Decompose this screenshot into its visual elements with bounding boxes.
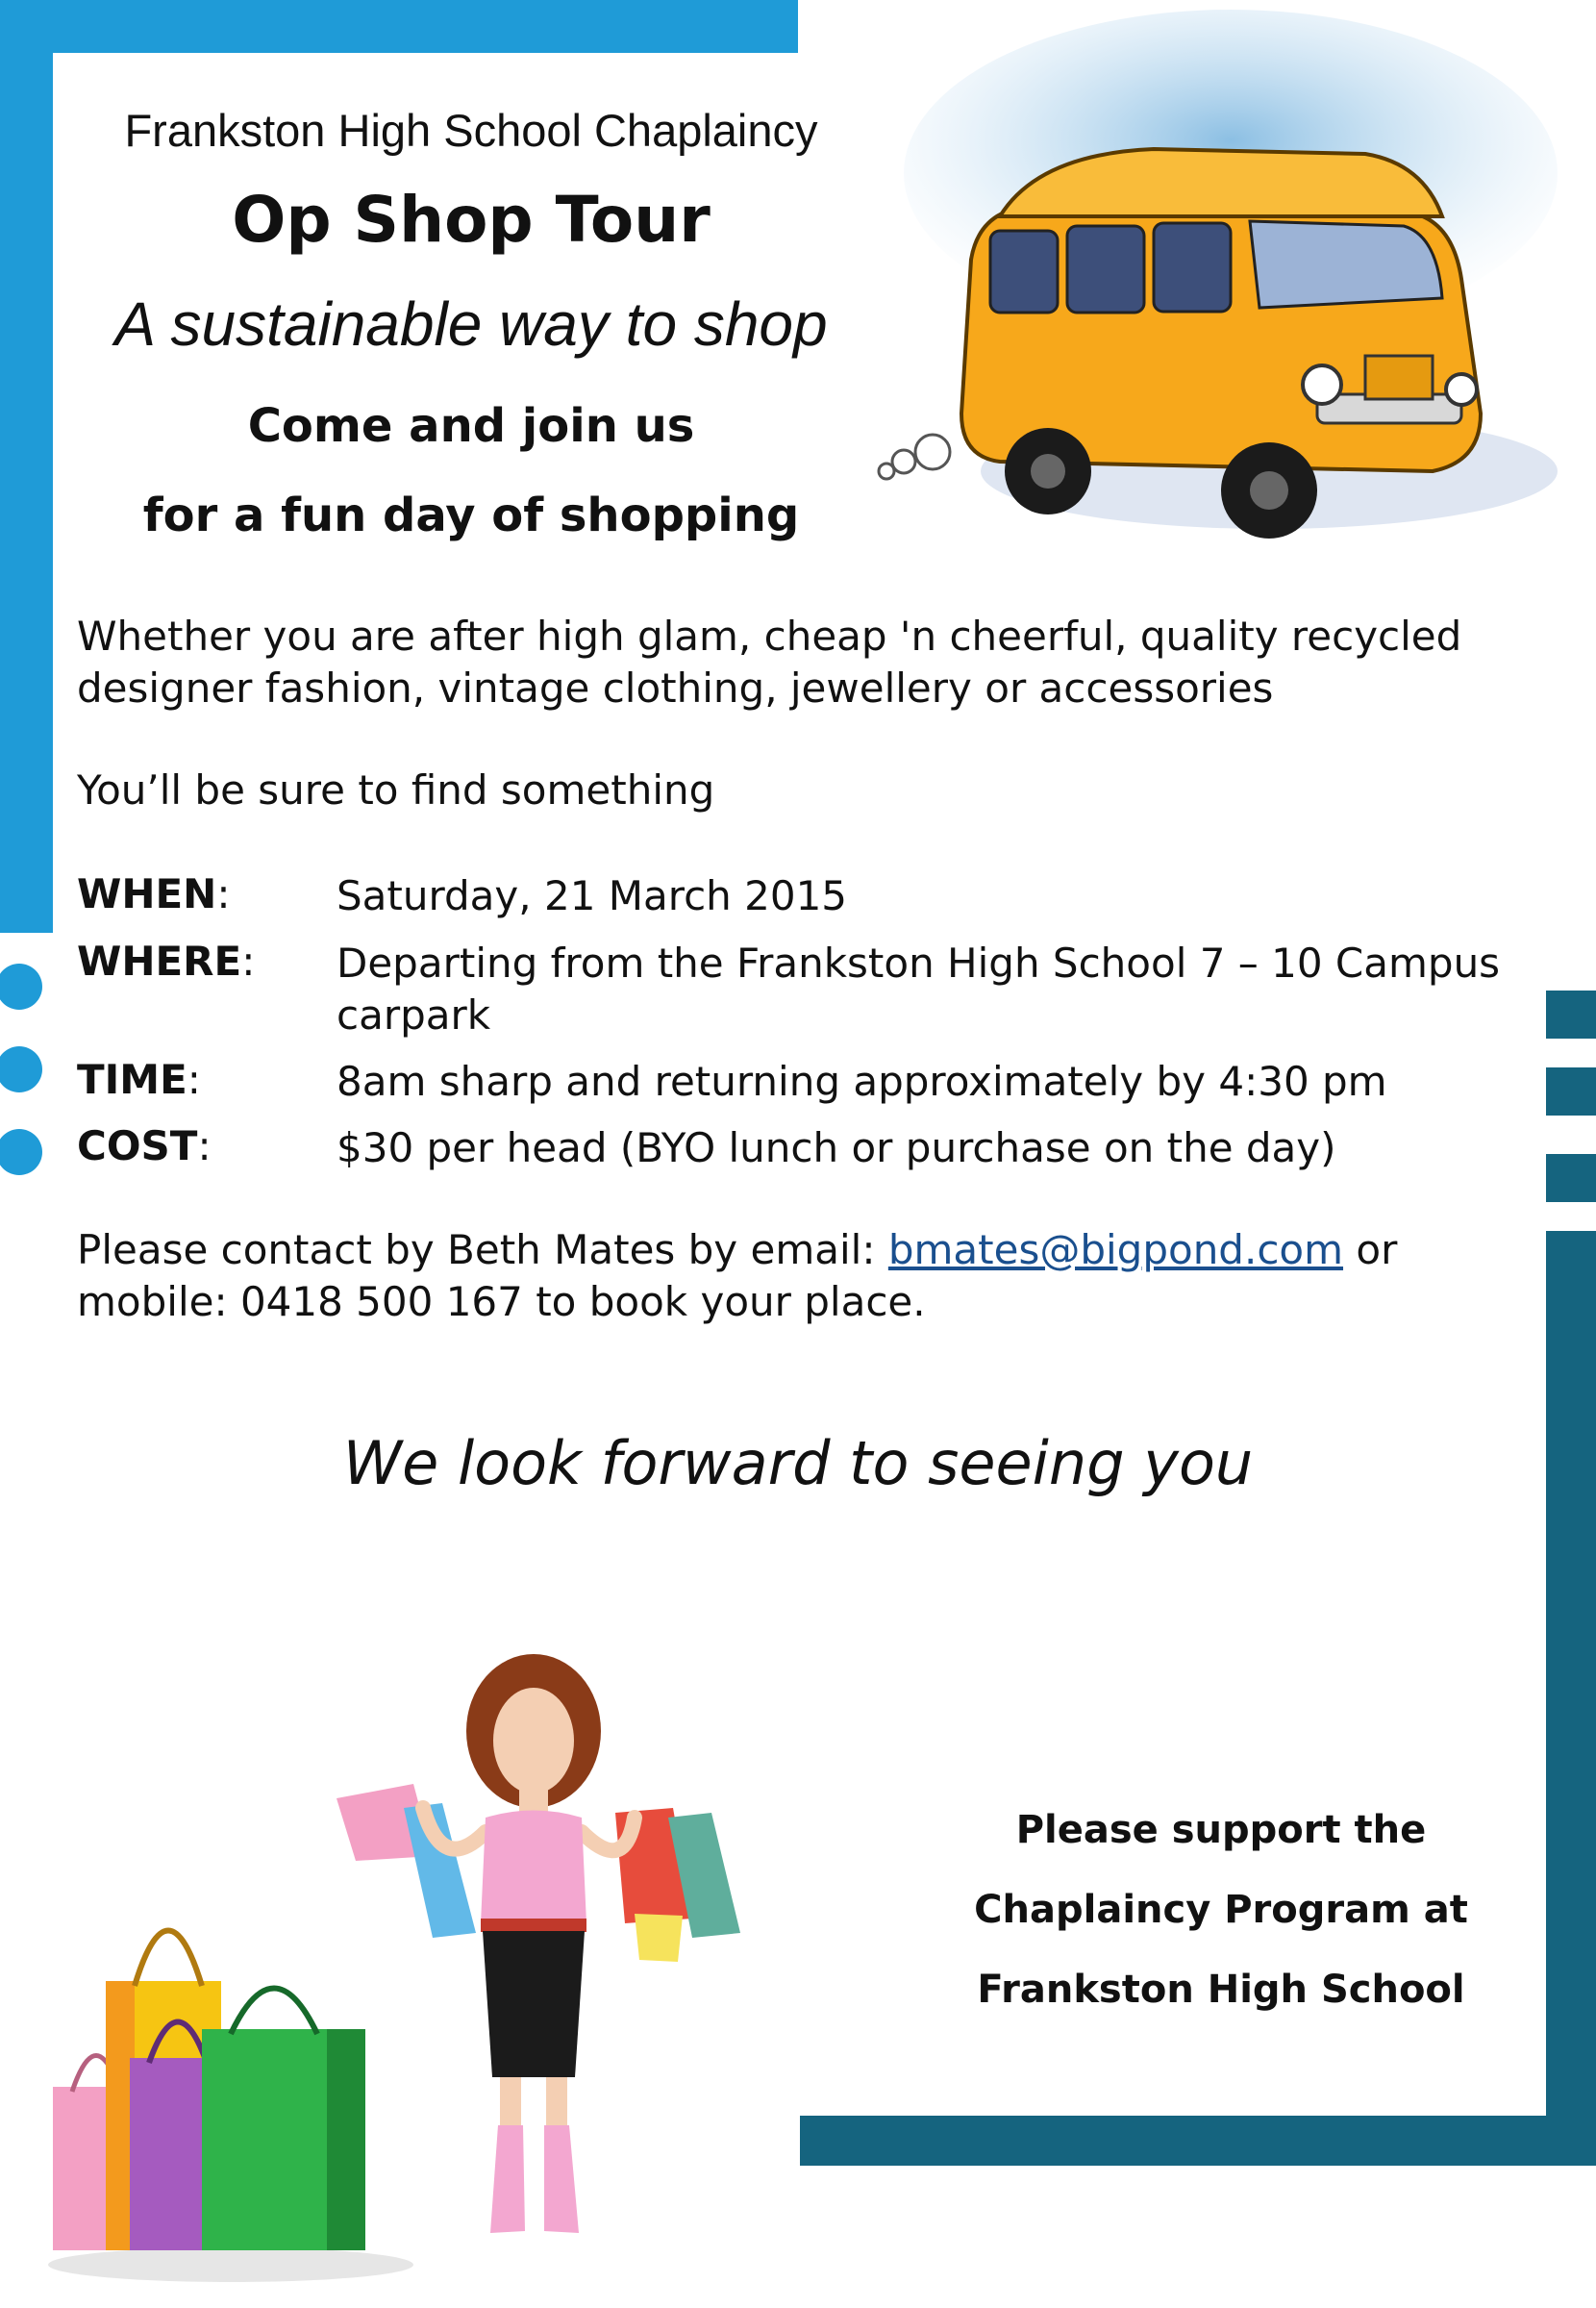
bus-illustration bbox=[865, 10, 1558, 587]
contact-email-link[interactable]: bmates@bigpond.com bbox=[887, 1226, 1344, 1273]
where-value-line-1: Departing from the Frankston High School 7 – 10 Campus bbox=[337, 940, 1501, 987]
decorative-dot bbox=[0, 1129, 42, 1175]
woman-shopping-illustration bbox=[327, 1644, 788, 2250]
where-value-line-2: carpark bbox=[337, 991, 491, 1039]
frame-bottom-bar bbox=[800, 2116, 1596, 2166]
contact-line-2: mobile: 0418 500 167 to book your place. bbox=[77, 1278, 926, 1325]
contact-line-1 bbox=[77, 1224, 1500, 1276]
decorative-dot bbox=[0, 964, 42, 1010]
cost-label bbox=[77, 1122, 212, 1169]
when-value: Saturday, 21 March 2015 bbox=[337, 872, 848, 919]
decorative-dot bbox=[0, 1046, 42, 1092]
contact-suffix: or bbox=[1343, 1226, 1398, 1273]
when-colon: : bbox=[216, 870, 231, 917]
decorative-tab bbox=[1546, 991, 1596, 1039]
intro-line-3: You’ll be sure to find something bbox=[77, 766, 715, 814]
where-label-text: WHERE bbox=[77, 938, 242, 985]
event-tagline: A sustainable way to shop bbox=[114, 289, 828, 359]
cost-label-text: COST bbox=[77, 1122, 198, 1169]
cost-value: $30 per head (BYO lunch or purchase on the day) bbox=[337, 1124, 1336, 1171]
cost-colon: : bbox=[197, 1122, 212, 1169]
support-line-1: Please support the bbox=[1015, 1808, 1427, 1852]
where-colon: : bbox=[241, 938, 256, 985]
join-line-1: Come and join us bbox=[247, 399, 695, 453]
time-value: 8am sharp and returning approximately by 4:30 pm bbox=[337, 1058, 1387, 1105]
join-line-2: for a fun day of shopping bbox=[142, 489, 800, 542]
intro-line-1: Whether you are after high glam, cheap 'n cheerful, quality recycled bbox=[77, 613, 1462, 660]
support-line-3: Frankston High School bbox=[977, 1968, 1465, 2012]
closing-message: We look forward to seeing you bbox=[342, 1428, 1254, 1498]
decorative-tab bbox=[1546, 1154, 1596, 1202]
when-label-text: WHEN bbox=[77, 870, 217, 917]
time-label bbox=[77, 1056, 201, 1103]
support-line-2: Chaplaincy Program at bbox=[974, 1888, 1468, 1932]
intro-line-2: designer fashion, vintage clothing, jewellery or accessories bbox=[77, 665, 1274, 712]
decorative-tab bbox=[1546, 1067, 1596, 1116]
event-title: Op Shop Tour bbox=[232, 183, 711, 257]
when-label bbox=[77, 870, 230, 917]
frame-right-bar bbox=[1546, 1231, 1596, 2116]
frame-left-bar bbox=[0, 0, 53, 933]
contact-prefix: Please contact by Beth Mates by email: bbox=[77, 1226, 888, 1273]
time-colon: : bbox=[187, 1056, 201, 1103]
frame-top-bar bbox=[0, 0, 798, 53]
where-label bbox=[77, 938, 255, 985]
time-label-text: TIME bbox=[77, 1056, 187, 1103]
organization-name: Frankston High School Chaplaincy bbox=[124, 105, 818, 156]
